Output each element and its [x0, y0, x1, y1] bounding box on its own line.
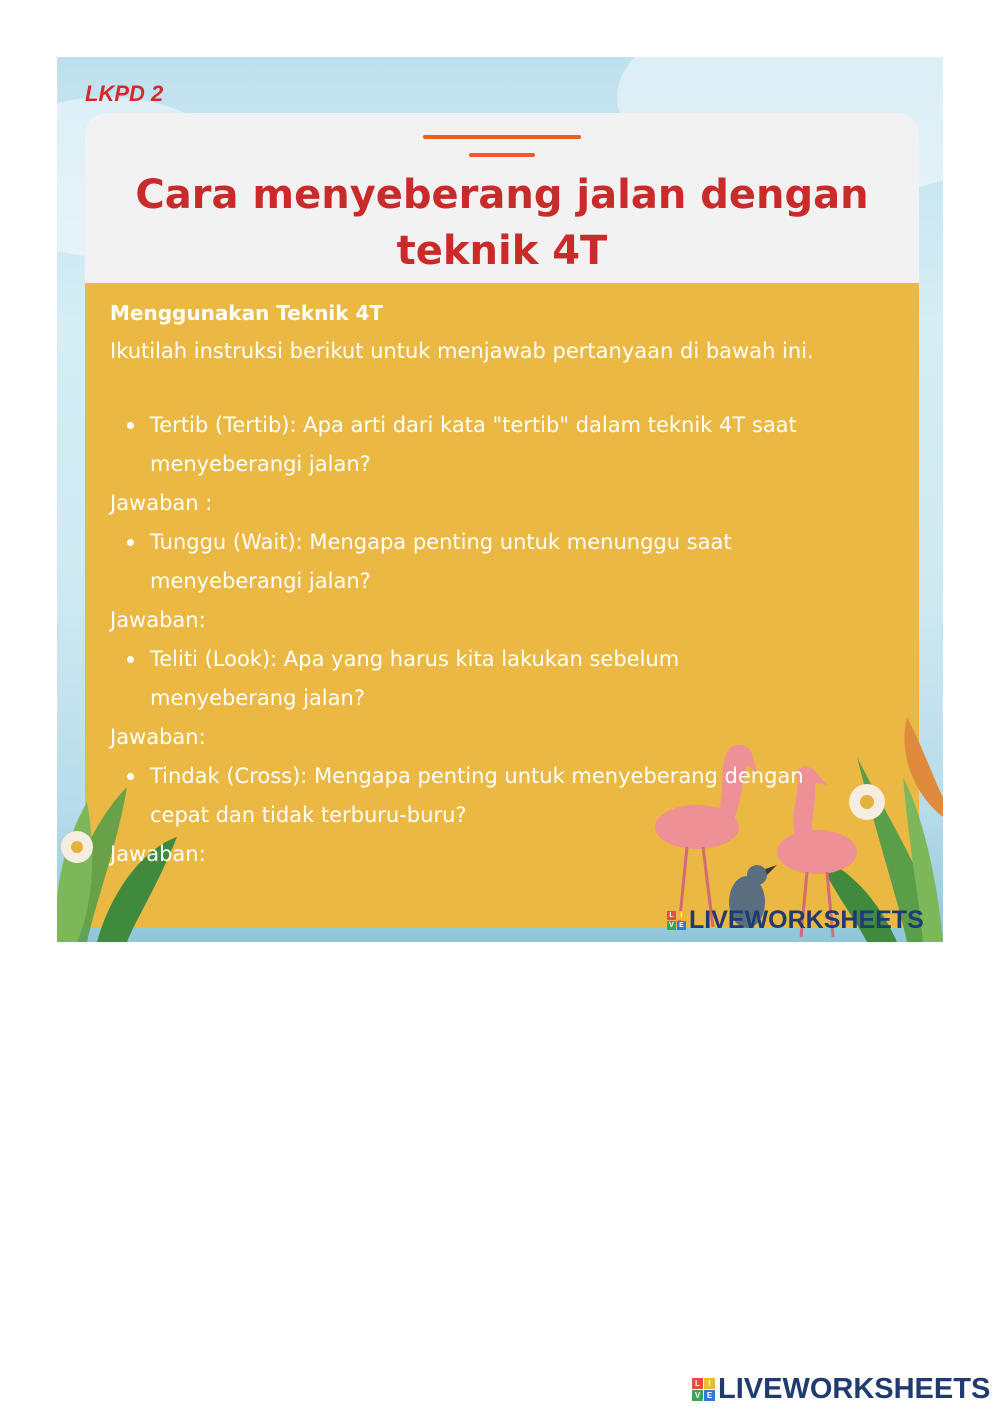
- worksheet-content: [110, 298, 900, 874]
- liveworksheets-logo-icon: L I V E: [692, 1378, 715, 1401]
- question-line: Tindak (Cross): Mengapa penting untuk menyeberang dengan: [150, 764, 804, 788]
- liveworksheets-logo-icon: L I V E: [667, 911, 686, 930]
- question-item: [110, 523, 900, 601]
- brand-name: LIVEWORKSHEETS: [718, 1373, 991, 1405]
- question-line: Tunggu (Wait): Mengapa penting untuk menunggu saat: [150, 530, 732, 554]
- answer-label[interactable]: Jawaban:: [110, 725, 206, 749]
- answer-label[interactable]: Jawaban :: [110, 491, 213, 515]
- title-line-2: teknik 4T: [396, 228, 608, 274]
- answer-label[interactable]: Jawaban:: [110, 608, 206, 632]
- brand-name: LIVEWORKSHEETS: [689, 906, 924, 934]
- brand-watermark: [667, 906, 924, 935]
- worksheet-tag: LKPD 2: [85, 81, 164, 106]
- question-item: [110, 406, 900, 484]
- worksheet-image: [57, 57, 943, 942]
- instructions-text: Ikutilah instruksi berikut untuk menjawab pertanyaan di bawah ini.: [110, 339, 814, 363]
- question-line: menyeberangi jalan?: [150, 569, 371, 593]
- title-line-1: Cara menyeberang jalan dengan: [135, 172, 869, 218]
- question-item: [110, 757, 900, 835]
- question-line: menyeberang jalan?: [150, 686, 365, 710]
- question-line: Teliti (Look): Apa yang harus kita lakukan sebelum: [150, 647, 680, 671]
- question-line: menyeberangi jalan?: [150, 452, 371, 476]
- question-line: Tertib (Tertib): Apa arti dari kata "tertib" dalam teknik 4T saat: [150, 413, 797, 437]
- section-subtitle: Menggunakan Teknik 4T: [110, 301, 384, 325]
- question-item: [110, 640, 900, 718]
- answer-label[interactable]: Jawaban:: [110, 842, 206, 866]
- question-line: cepat dan tidak terburu-buru?: [150, 803, 467, 827]
- footer-brand[interactable]: [692, 1373, 990, 1406]
